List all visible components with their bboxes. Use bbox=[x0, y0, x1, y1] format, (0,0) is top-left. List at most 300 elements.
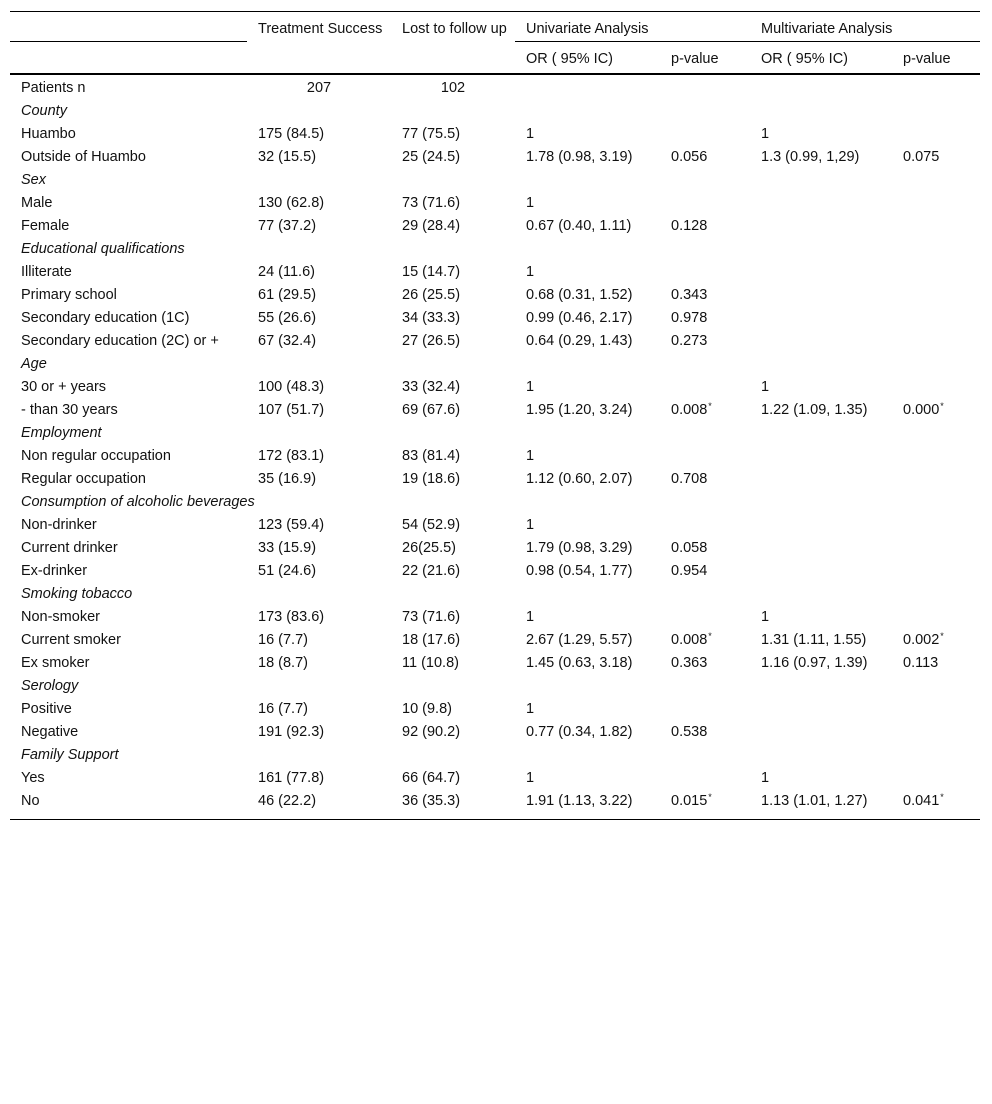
lost-follow-up-cell bbox=[391, 192, 515, 215]
lost-follow-up-cell-text: 26(25.5) bbox=[402, 540, 457, 556]
lost-follow-up-cell-text: 54 (52.9) bbox=[402, 517, 461, 533]
univariate-or-cell-text: 1.79 (0.98, 3.29) bbox=[526, 540, 633, 556]
treatment-success-cell-text: 67 (32.4) bbox=[258, 333, 317, 349]
row-label bbox=[10, 307, 247, 330]
section-label: County bbox=[21, 103, 67, 119]
univariate-or-cell-text: 1.78 (0.98, 3.19) bbox=[526, 149, 633, 165]
row-label bbox=[10, 192, 247, 215]
treatment-success-cell bbox=[247, 123, 391, 146]
row-label bbox=[10, 790, 247, 820]
univariate-or-cell-text: 1 bbox=[526, 126, 535, 142]
table-row bbox=[10, 376, 980, 399]
multivariate-p-cell bbox=[892, 445, 980, 468]
univariate-or-cell bbox=[515, 537, 660, 560]
table-row bbox=[10, 307, 980, 330]
row-label bbox=[10, 261, 247, 284]
multivariate-p-cell bbox=[892, 698, 980, 721]
row-label bbox=[10, 537, 247, 560]
univariate-p-cell bbox=[660, 399, 750, 422]
treatment-success-cell-text: 16 (7.7) bbox=[258, 701, 308, 717]
multivariate-p-cell bbox=[892, 537, 980, 560]
section-label: Family Support bbox=[21, 747, 119, 763]
patients-success: 207 bbox=[306, 80, 332, 96]
table-row bbox=[10, 399, 980, 422]
treatment-success-cell bbox=[247, 652, 391, 675]
row-label bbox=[10, 698, 247, 721]
significance-marker: * bbox=[940, 631, 944, 641]
lost-follow-up-cell bbox=[391, 445, 515, 468]
univariate-p-cell bbox=[660, 215, 750, 238]
treatment-success-cell bbox=[247, 629, 391, 652]
multivariate-p-cell-text: 0.041 bbox=[903, 793, 940, 809]
treatment-success-cell bbox=[247, 215, 391, 238]
treatment-success-cell-text: 18 (8.7) bbox=[258, 655, 308, 671]
univariate-or-cell bbox=[515, 376, 660, 399]
treatment-success-cell bbox=[247, 560, 391, 583]
header-multivariate: Multivariate Analysis bbox=[750, 12, 980, 42]
table-row bbox=[10, 284, 980, 307]
lost-follow-up-cell-text: 77 (75.5) bbox=[402, 126, 461, 142]
header-empty-2 bbox=[10, 42, 247, 75]
treatment-success-cell-text: 77 (37.2) bbox=[258, 218, 317, 234]
multivariate-p-cell bbox=[892, 767, 980, 790]
treatment-success-cell-text: 61 (29.5) bbox=[258, 287, 317, 303]
multivariate-p-cell bbox=[892, 399, 980, 422]
header-multi-p: p-value bbox=[892, 42, 980, 75]
univariate-p-cell bbox=[660, 445, 750, 468]
lost-follow-up-cell bbox=[391, 652, 515, 675]
lost-follow-up-cell-text: 34 (33.3) bbox=[402, 310, 461, 326]
multivariate-or-cell bbox=[750, 652, 892, 675]
multivariate-or-cell bbox=[750, 790, 892, 820]
multivariate-p-cell bbox=[892, 514, 980, 537]
multivariate-or-cell bbox=[750, 606, 892, 629]
lost-follow-up-cell-text: 18 (17.6) bbox=[402, 632, 461, 648]
treatment-success-cell bbox=[247, 468, 391, 491]
treatment-success-cell bbox=[247, 330, 391, 353]
univariate-p-cell bbox=[660, 261, 750, 284]
patients-label: Patients n bbox=[21, 80, 86, 96]
row-label-text: Outside of Huambo bbox=[21, 149, 146, 165]
univariate-or-cell-text: 1 bbox=[526, 448, 535, 464]
table-row bbox=[10, 606, 980, 629]
univariate-p-cell bbox=[660, 330, 750, 353]
lost-follow-up-cell bbox=[391, 698, 515, 721]
multivariate-p-cell bbox=[892, 790, 980, 820]
multivariate-or-cell bbox=[750, 629, 892, 652]
row-label-text: Non regular occupation bbox=[21, 448, 171, 464]
multivariate-or-cell bbox=[750, 445, 892, 468]
multivariate-p-cell-text: 0.002 bbox=[903, 632, 940, 648]
multivariate-or-cell bbox=[750, 215, 892, 238]
treatment-success-cell bbox=[247, 698, 391, 721]
univariate-p-cell-text: 0.978 bbox=[671, 310, 708, 326]
treatment-success-cell-text: 32 (15.5) bbox=[258, 149, 317, 165]
univariate-or-cell-text: 1.45 (0.63, 3.18) bbox=[526, 655, 633, 671]
treatment-success-cell-text: 173 (83.6) bbox=[258, 609, 325, 625]
table-row bbox=[10, 215, 980, 238]
row-label-text: Female bbox=[21, 218, 70, 234]
univariate-p-cell bbox=[660, 698, 750, 721]
multivariate-p-cell bbox=[892, 123, 980, 146]
row-label-text: Negative bbox=[21, 724, 79, 740]
table-row bbox=[10, 560, 980, 583]
row-label bbox=[10, 560, 247, 583]
lost-follow-up-cell bbox=[391, 721, 515, 744]
lost-follow-up-cell bbox=[391, 261, 515, 284]
table-body bbox=[10, 74, 980, 820]
multivariate-p-cell-text: 0.113 bbox=[903, 655, 939, 671]
row-label bbox=[10, 629, 247, 652]
univariate-or-cell bbox=[515, 330, 660, 353]
row-label-text: Current smoker bbox=[21, 632, 121, 648]
multivariate-or-cell-text: 1 bbox=[761, 609, 770, 625]
treatment-success-cell-text: 33 (15.9) bbox=[258, 540, 317, 556]
section-label: Serology bbox=[21, 678, 79, 694]
multivariate-p-cell bbox=[892, 192, 980, 215]
multivariate-or-cell bbox=[750, 698, 892, 721]
univariate-p-cell-text: 0.273 bbox=[671, 333, 708, 349]
row-label bbox=[10, 376, 247, 399]
univariate-or-cell-text: 1 bbox=[526, 517, 535, 533]
multivariate-or-cell bbox=[750, 307, 892, 330]
multivariate-or-cell bbox=[750, 261, 892, 284]
univariate-or-cell-text: 0.77 (0.34, 1.82) bbox=[526, 724, 633, 740]
results-table bbox=[10, 11, 980, 820]
multivariate-or-cell-text: 1 bbox=[761, 770, 770, 786]
univariate-or-cell bbox=[515, 767, 660, 790]
multivariate-or-cell bbox=[750, 399, 892, 422]
treatment-success-cell-text: 55 (26.6) bbox=[258, 310, 317, 326]
univariate-p-cell bbox=[660, 376, 750, 399]
lost-follow-up-cell-text: 36 (35.3) bbox=[402, 793, 461, 809]
row-label bbox=[10, 468, 247, 491]
treatment-success-cell-text: 107 (51.7) bbox=[258, 402, 325, 418]
multivariate-or-cell bbox=[750, 721, 892, 744]
row-label bbox=[10, 721, 247, 744]
section-row bbox=[10, 100, 980, 123]
table-row bbox=[10, 445, 980, 468]
patients-lost: 102 bbox=[440, 80, 466, 96]
row-label bbox=[10, 514, 247, 537]
treatment-success-cell-text: 24 (11.6) bbox=[258, 264, 315, 280]
univariate-p-cell bbox=[660, 767, 750, 790]
treatment-success-cell-text: 191 (92.3) bbox=[258, 724, 325, 740]
row-label-text: Positive bbox=[21, 701, 72, 717]
lost-follow-up-cell bbox=[391, 307, 515, 330]
table-row bbox=[10, 537, 980, 560]
row-label bbox=[10, 330, 247, 353]
row-label-text: Ex smoker bbox=[21, 655, 90, 671]
multivariate-or-cell bbox=[750, 560, 892, 583]
multivariate-or-cell bbox=[750, 192, 892, 215]
section-row bbox=[10, 238, 980, 261]
multivariate-or-cell bbox=[750, 123, 892, 146]
row-label-text: Secondary education (1C) bbox=[21, 310, 190, 326]
multivariate-p-cell bbox=[892, 468, 980, 491]
lost-follow-up-cell bbox=[391, 215, 515, 238]
header-uni-p: p-value bbox=[660, 42, 750, 75]
univariate-p-cell-text: 0.538 bbox=[671, 724, 708, 740]
table-row bbox=[10, 514, 980, 537]
treatment-success-cell bbox=[247, 606, 391, 629]
multivariate-p-cell-text: 0.075 bbox=[903, 149, 940, 165]
multivariate-or-cell bbox=[750, 146, 892, 169]
row-label-text: Huambo bbox=[21, 126, 76, 142]
treatment-success-cell bbox=[247, 721, 391, 744]
section-row bbox=[10, 169, 980, 192]
lost-follow-up-cell-text: 25 (24.5) bbox=[402, 149, 461, 165]
results-table-container bbox=[10, 11, 980, 820]
table-row bbox=[10, 790, 980, 820]
treatment-success-cell-text: 130 (62.8) bbox=[258, 195, 325, 211]
treatment-success-cell bbox=[247, 192, 391, 215]
table-row bbox=[10, 468, 980, 491]
section-label: Smoking tobacco bbox=[21, 586, 133, 602]
univariate-p-cell-text: 0.363 bbox=[671, 655, 708, 671]
lost-follow-up-cell bbox=[391, 284, 515, 307]
univariate-p-cell bbox=[660, 192, 750, 215]
row-label-text: Yes bbox=[21, 770, 45, 786]
multivariate-or-cell bbox=[750, 514, 892, 537]
significance-marker: * bbox=[940, 401, 944, 411]
univariate-p-cell bbox=[660, 146, 750, 169]
significance-marker: * bbox=[708, 631, 712, 641]
lost-follow-up-cell-text: 22 (21.6) bbox=[402, 563, 461, 579]
treatment-success-cell bbox=[247, 537, 391, 560]
lost-follow-up-cell-text: 26 (25.5) bbox=[402, 287, 461, 303]
multivariate-p-cell bbox=[892, 721, 980, 744]
multivariate-or-cell bbox=[750, 330, 892, 353]
row-label bbox=[10, 606, 247, 629]
multivariate-p-cell bbox=[892, 330, 980, 353]
univariate-p-cell bbox=[660, 537, 750, 560]
treatment-success-cell-text: 172 (83.1) bbox=[258, 448, 325, 464]
row-label bbox=[10, 445, 247, 468]
univariate-p-cell-text: 0.343 bbox=[671, 287, 708, 303]
lost-follow-up-cell bbox=[391, 146, 515, 169]
univariate-p-cell bbox=[660, 284, 750, 307]
treatment-success-cell-text: 161 (77.8) bbox=[258, 770, 325, 786]
row-label bbox=[10, 399, 247, 422]
lost-follow-up-cell bbox=[391, 330, 515, 353]
multivariate-or-cell-text: 1.22 (1.09, 1.35) bbox=[761, 402, 868, 418]
table-row bbox=[10, 261, 980, 284]
row-label-text: Primary school bbox=[21, 287, 117, 303]
section-label: Age bbox=[21, 356, 47, 372]
lost-follow-up-cell-text: 73 (71.6) bbox=[402, 609, 461, 625]
multivariate-p-cell bbox=[892, 261, 980, 284]
univariate-p-cell-text: 0.008 bbox=[671, 402, 708, 418]
significance-marker: * bbox=[708, 792, 712, 802]
univariate-p-cell bbox=[660, 721, 750, 744]
univariate-or-cell bbox=[515, 307, 660, 330]
lost-follow-up-cell-text: 15 (14.7) bbox=[402, 264, 461, 280]
treatment-success-cell-text: 175 (84.5) bbox=[258, 126, 325, 142]
section-row bbox=[10, 744, 980, 767]
multivariate-p-cell bbox=[892, 307, 980, 330]
treatment-success-cell bbox=[247, 767, 391, 790]
multivariate-or-cell bbox=[750, 376, 892, 399]
univariate-or-cell bbox=[515, 606, 660, 629]
univariate-or-cell bbox=[515, 698, 660, 721]
lost-follow-up-cell-text: 83 (81.4) bbox=[402, 448, 461, 464]
row-label bbox=[10, 284, 247, 307]
lost-follow-up-cell bbox=[391, 514, 515, 537]
treatment-success-cell-text: 51 (24.6) bbox=[258, 563, 317, 579]
row-label-text: Non-drinker bbox=[21, 517, 97, 533]
univariate-p-cell bbox=[660, 307, 750, 330]
univariate-or-cell bbox=[515, 721, 660, 744]
header-treatment-success: Treatment Success bbox=[247, 12, 391, 75]
treatment-success-cell-text: 16 (7.7) bbox=[258, 632, 308, 648]
section-label: Sex bbox=[21, 172, 46, 188]
univariate-p-cell-text: 0.008 bbox=[671, 632, 708, 648]
section-row bbox=[10, 491, 980, 514]
row-label-text: Regular occupation bbox=[21, 471, 146, 487]
section-row bbox=[10, 583, 980, 606]
univariate-or-cell bbox=[515, 514, 660, 537]
row-label bbox=[10, 767, 247, 790]
header-univariate: Univariate Analysis bbox=[515, 12, 750, 42]
row-label-text: Illiterate bbox=[21, 264, 72, 280]
row-label-text: No bbox=[21, 793, 40, 809]
univariate-or-cell bbox=[515, 146, 660, 169]
lost-follow-up-cell-text: 11 (10.8) bbox=[402, 655, 459, 671]
multivariate-p-cell bbox=[892, 284, 980, 307]
lost-follow-up-cell bbox=[391, 560, 515, 583]
multivariate-or-cell-text: 1.3 (0.99, 1,29) bbox=[761, 149, 860, 165]
lost-follow-up-cell-text: 19 (18.6) bbox=[402, 471, 461, 487]
univariate-or-cell-text: 1.91 (1.13, 3.22) bbox=[526, 793, 633, 809]
univariate-or-cell bbox=[515, 468, 660, 491]
univariate-or-cell-text: 2.67 (1.29, 5.57) bbox=[526, 632, 633, 648]
univariate-p-cell-text: 0.056 bbox=[671, 149, 708, 165]
row-label-text: Secondary education (2C) or + bbox=[21, 333, 219, 349]
univariate-or-cell bbox=[515, 123, 660, 146]
table-row bbox=[10, 652, 980, 675]
table-header bbox=[10, 12, 980, 75]
multivariate-p-cell bbox=[892, 629, 980, 652]
row-label-text: Ex-drinker bbox=[21, 563, 88, 579]
lost-follow-up-cell-text: 29 (28.4) bbox=[402, 218, 461, 234]
lost-follow-up-cell bbox=[391, 629, 515, 652]
univariate-or-cell-text: 1 bbox=[526, 609, 535, 625]
treatment-success-cell-text: 35 (16.9) bbox=[258, 471, 317, 487]
multivariate-or-cell bbox=[750, 767, 892, 790]
row-label bbox=[10, 215, 247, 238]
multivariate-or-cell-text: 1.16 (0.97, 1.39) bbox=[761, 655, 868, 671]
lost-follow-up-cell-text: 92 (90.2) bbox=[402, 724, 461, 740]
lost-follow-up-cell bbox=[391, 468, 515, 491]
univariate-p-cell-text: 0.708 bbox=[671, 471, 708, 487]
significance-marker: * bbox=[940, 792, 944, 802]
multivariate-p-cell bbox=[892, 215, 980, 238]
lost-follow-up-cell bbox=[391, 376, 515, 399]
section-label: Employment bbox=[21, 425, 102, 441]
row-label-text: - than 30 years bbox=[21, 402, 118, 418]
multivariate-or-cell bbox=[750, 537, 892, 560]
lost-follow-up-cell-text: 27 (26.5) bbox=[402, 333, 461, 349]
multivariate-or-cell-text: 1.13 (1.01, 1.27) bbox=[761, 793, 868, 809]
multivariate-or-cell-text: 1 bbox=[761, 379, 770, 395]
univariate-p-cell bbox=[660, 468, 750, 491]
section-label: Educational qualifications bbox=[21, 241, 185, 257]
univariate-or-cell-text: 0.64 (0.29, 1.43) bbox=[526, 333, 633, 349]
header-multi-or: OR ( 95% IC) bbox=[750, 42, 892, 75]
univariate-or-cell-text: 0.98 (0.54, 1.77) bbox=[526, 563, 633, 579]
lost-follow-up-cell bbox=[391, 606, 515, 629]
univariate-or-cell-text: 0.67 (0.40, 1.11) bbox=[526, 218, 632, 234]
univariate-p-cell-text: 0.954 bbox=[671, 563, 708, 579]
univariate-or-cell bbox=[515, 284, 660, 307]
row-label bbox=[10, 146, 247, 169]
multivariate-p-cell bbox=[892, 606, 980, 629]
treatment-success-cell bbox=[247, 445, 391, 468]
univariate-or-cell bbox=[515, 445, 660, 468]
univariate-p-cell-text: 0.058 bbox=[671, 540, 708, 556]
table-row bbox=[10, 698, 980, 721]
univariate-or-cell bbox=[515, 790, 660, 820]
section-row bbox=[10, 422, 980, 445]
treatment-success-cell-text: 123 (59.4) bbox=[258, 517, 325, 533]
univariate-p-cell bbox=[660, 652, 750, 675]
univariate-p-cell bbox=[660, 514, 750, 537]
table-row bbox=[10, 146, 980, 169]
univariate-p-cell-text: 0.128 bbox=[671, 218, 708, 234]
header-lost-follow-up: Lost to follow up bbox=[391, 12, 515, 75]
lost-follow-up-cell bbox=[391, 399, 515, 422]
header-uni-or: OR ( 95% IC) bbox=[515, 42, 660, 75]
univariate-p-cell bbox=[660, 123, 750, 146]
lost-follow-up-cell-text: 69 (67.6) bbox=[402, 402, 461, 418]
treatment-success-cell bbox=[247, 790, 391, 820]
header-empty bbox=[10, 12, 247, 42]
univariate-or-cell-text: 0.68 (0.31, 1.52) bbox=[526, 287, 633, 303]
multivariate-or-cell bbox=[750, 468, 892, 491]
univariate-or-cell bbox=[515, 261, 660, 284]
treatment-success-cell bbox=[247, 146, 391, 169]
treatment-success-cell bbox=[247, 307, 391, 330]
lost-follow-up-cell bbox=[391, 537, 515, 560]
table-row bbox=[10, 629, 980, 652]
univariate-or-cell-text: 1 bbox=[526, 195, 535, 211]
univariate-or-cell bbox=[515, 215, 660, 238]
univariate-or-cell bbox=[515, 560, 660, 583]
univariate-or-cell-text: 0.99 (0.46, 2.17) bbox=[526, 310, 633, 326]
univariate-or-cell-text: 1.12 (0.60, 2.07) bbox=[526, 471, 633, 487]
univariate-or-cell-text: 1 bbox=[526, 701, 535, 717]
treatment-success-cell bbox=[247, 514, 391, 537]
univariate-or-cell-text: 1 bbox=[526, 264, 535, 280]
row-label-text: Non-smoker bbox=[21, 609, 100, 625]
table-row bbox=[10, 192, 980, 215]
table-row bbox=[10, 767, 980, 790]
multivariate-p-cell bbox=[892, 652, 980, 675]
section-row bbox=[10, 675, 980, 698]
multivariate-p-cell-text: 0.000 bbox=[903, 402, 940, 418]
multivariate-or-cell bbox=[750, 284, 892, 307]
univariate-p-cell-text: 0.015 bbox=[671, 793, 708, 809]
table-row bbox=[10, 123, 980, 146]
lost-follow-up-cell-text: 66 (64.7) bbox=[402, 770, 461, 786]
treatment-success-cell bbox=[247, 376, 391, 399]
patients-row bbox=[10, 74, 980, 100]
univariate-p-cell bbox=[660, 629, 750, 652]
univariate-or-cell bbox=[515, 192, 660, 215]
row-label bbox=[10, 123, 247, 146]
treatment-success-cell bbox=[247, 261, 391, 284]
